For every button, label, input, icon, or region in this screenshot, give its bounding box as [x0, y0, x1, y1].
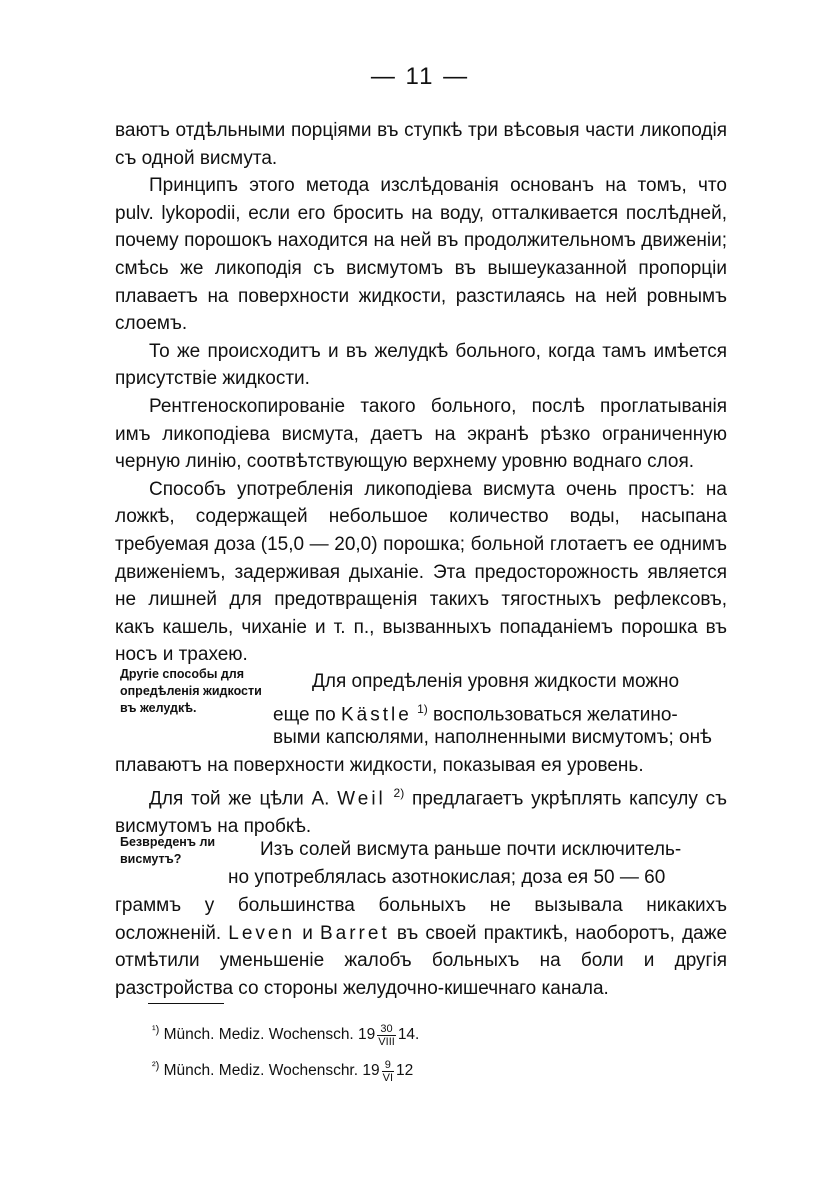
section2-line1: Для опредѣленія уровня жидкости можно — [312, 671, 680, 692]
paragraph-continued: ваютъ отдѣльными порціями въ ступкѣ три вѣсовыя части ликоподія съ одной висмута. — [115, 120, 727, 169]
author-leven: Leven — [228, 922, 296, 944]
footnote-ref-1: 1) — [417, 702, 428, 716]
section2-line2-post: воспользоваться желатино- — [433, 704, 678, 726]
footnote-2-tail: 12 — [396, 1062, 414, 1080]
footnote-ref-2: 2) — [393, 786, 405, 800]
section2-line3: выми капсюлями, наполненными висмутомъ; онѣ — [273, 727, 712, 748]
section2-line4: плаваютъ на поверхности жидкости, показывая ея уровень. — [115, 755, 644, 776]
paragraph-weil — [115, 780, 727, 841]
weil-post: предлагаетъ укрѣплять капсулу съ висмутомъ на пробкѣ. — [115, 788, 728, 837]
margin-note-harmless: Безвреденъ ли висмутъ? — [120, 835, 216, 866]
footnote-2-mark: ²) — [152, 1060, 160, 1072]
footnote-2-date-fraction: $\frac{9}{VI}$ — [382, 1058, 394, 1084]
paragraph-method-principle: Принципъ этого метода изслѣдованія основанъ на томъ, что pulv. lykopodii, если его бросить на воду, отталкивается послѣдней, почему порошокъ находится на ней въ продолжительномъ движеніи; смѣсь же ликоподія съ висмутомъ въ вышеуказанной пропорціи плаваетъ на поверхности жидкости, разстилаясь на ней ровнымъ слоемъ. — [115, 175, 727, 335]
section2-line2-pre: еще по — [273, 704, 336, 726]
footnote-1 — [152, 1020, 419, 1048]
author-barret: Barret — [319, 922, 390, 944]
footnote-2 — [152, 1056, 413, 1084]
section3-line2: но употреблялась азотнокислая; доза ея 50 — 60 — [228, 867, 666, 888]
footnote-1-text: Münch. Mediz. Wochensch. 19 — [163, 1026, 376, 1044]
author-weil: Weil — [337, 788, 386, 810]
footnote-divider — [148, 1003, 224, 1004]
weil-pre: Для той же цѣли A. — [149, 788, 330, 810]
footnote-1-tail: 14. — [397, 1026, 420, 1044]
safety-post: въ своей практикѣ, наоборотъ, даже отмѣтили уменьшеніе жалобъ больныхъ на боли и другія разстройства со стороны желудочно-кишечнаго канала. — [115, 922, 728, 999]
footnote-1-date-fraction: $\frac{30}{\text{VIII}}$ — [378, 1022, 395, 1048]
paragraph-stomach: То же происходитъ и въ желудкѣ больного, когда тамъ имѣется присутствіе жидкости. — [115, 340, 727, 390]
paragraph-bismuth-safety — [115, 892, 727, 1002]
author-kastle: Kästle — [340, 704, 412, 726]
paragraph-xray: Рентгеноскопированіе такого больного, послѣ проглатыванія имъ ликоподіева висмута, даетъ на экранѣ рѣзко ограниченную черную линію, соотвѣтствующую верхнему уровню воднаго слоя. — [115, 395, 727, 473]
footnote-2-text: Münch. Mediz. Wochenschr. 19 — [163, 1062, 380, 1080]
section3-line1: Изъ солей висмута раньше почти исключитель- — [260, 839, 682, 860]
margin-note-other-methods: Другіе способы для опредѣленія жидкости въ желудкѣ. — [120, 667, 262, 715]
footnote-1-mark: ¹) — [152, 1024, 160, 1036]
body-block-1 — [115, 117, 727, 669]
conjunction: и — [302, 922, 313, 944]
safety-pre: граммъ у большинства больныхъ не вызывала никакихъ осложненій. — [115, 895, 727, 944]
page-number: — 11 — — [370, 63, 470, 90]
paragraph-usage: Способъ употребленія ликоподіева висмута очень простъ: на ложкѣ, содержащей небольшое количество воды, насыпана требуемая доза (15,0 — 20,0) порошка; больной глотаетъ ее однимъ движеніемъ, задерживая дыханіе. Эта предосторожность является не лишней для предотвращенія такихъ тягостныхъ рефлексовъ, какъ кашель, чиханіе и т. п., вызванныхъ попаданіемъ порошка въ носъ и трахею. — [115, 478, 727, 666]
